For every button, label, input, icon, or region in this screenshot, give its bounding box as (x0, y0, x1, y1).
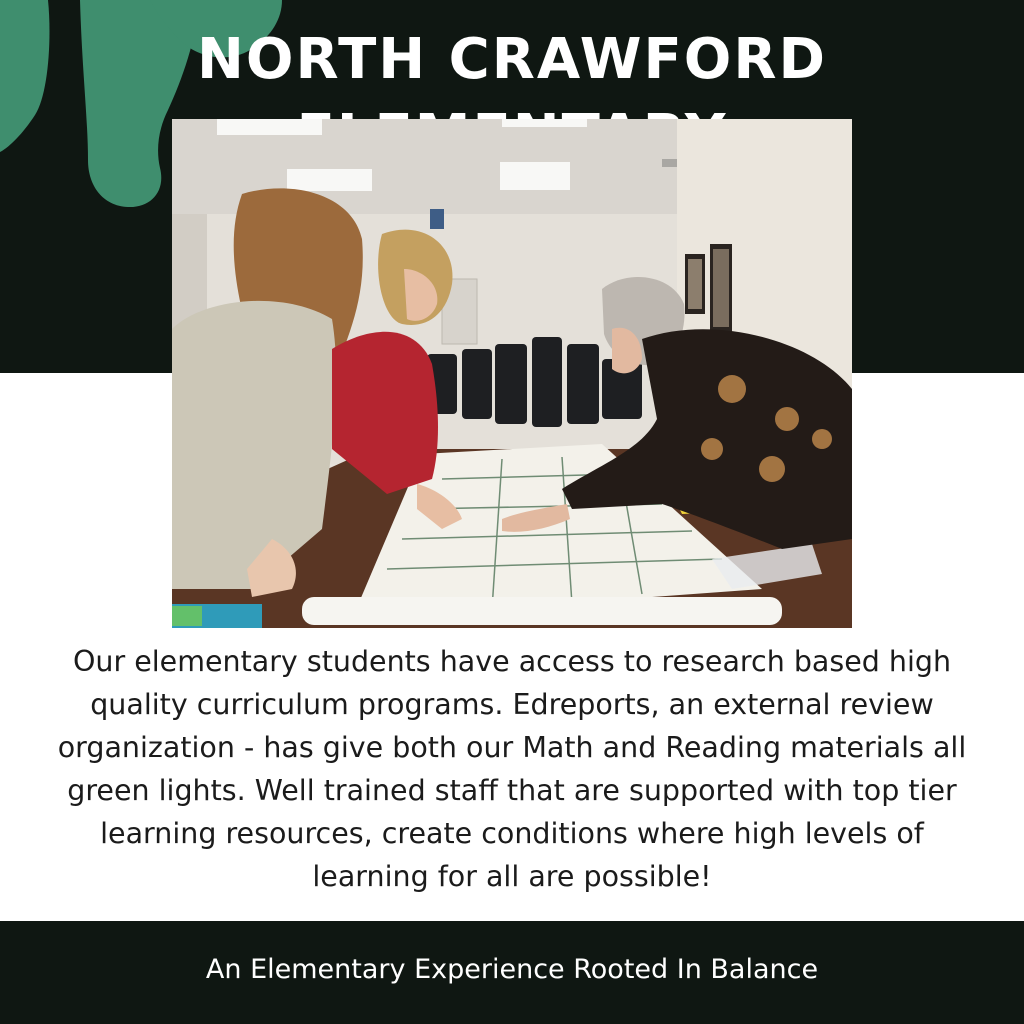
page-title: NORTH CRAWFORD (197, 27, 827, 92)
description-paragraph: Our elementary students have access to research based high quality curriculum programs. Edreports, an external review organization - has give both our Math and Reading materials all green lights. Well trained staff that are supported with top tier learning resources, create conditions where high levels of learning for all are possible! (57, 645, 967, 893)
footer-tagline: An Elementary Experience Rooted In Balance (205, 954, 819, 985)
photo-teachers-blueprint (172, 119, 852, 628)
